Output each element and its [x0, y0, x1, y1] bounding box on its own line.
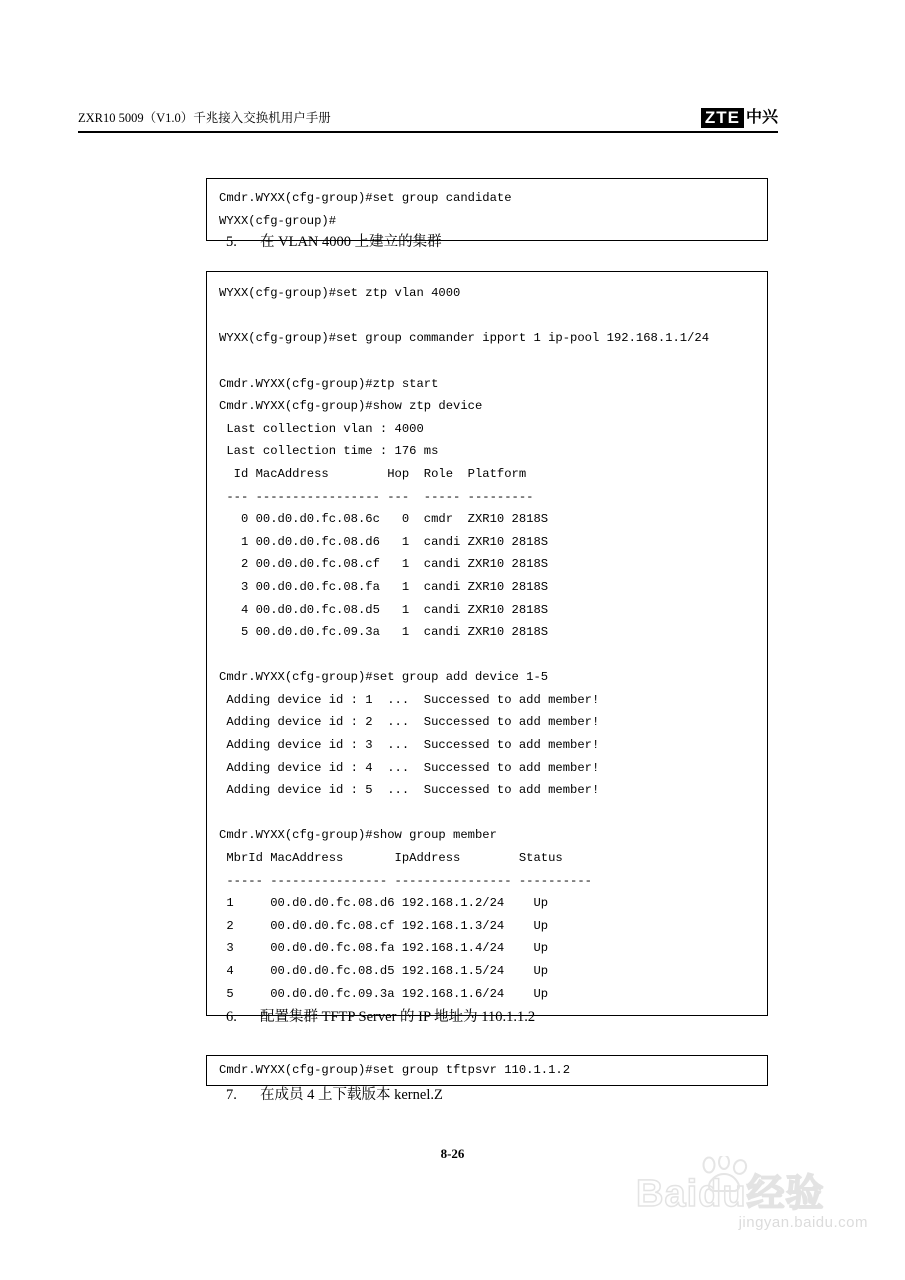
logo-chinese-text: 中兴 [745, 109, 778, 126]
header-divider [78, 131, 778, 133]
step-6-text: 配置集群 TFTP Server 的 IP 地址为 110.1.1.2 [260, 1009, 536, 1025]
zte-logo [701, 108, 778, 129]
step-7-number: 7. [226, 1087, 237, 1103]
step-7-text: 在成员 4 上下载版本 kernel.Z [260, 1087, 443, 1103]
watermark [636, 1172, 882, 1252]
watermark-url: jingyan.baidu.com [738, 1214, 868, 1231]
page-title: ZXR10 5009（V1.0）千兆接入交换机用户手册 [78, 111, 331, 125]
step-6-number: 6. [226, 1009, 237, 1025]
code-block-ztp-cluster: WYXX(cfg-group)#set ztp vlan 4000 WYXX(cfg-group)#set group commander ipport 1 ip-pool 192.168.1.1/24 Cmdr.WYXX(cfg-group)#ztp start Cmdr.WYXX(cfg-group)#show ztp device Last collection vlan : 4000 Last collection time : 176 ms Id MacAddress Hop Role Platform --- ----------------- --- ----- --------- 0 00.d0.d0.fc.08.6c 0 cmdr ZXR10 2818S 1 00.d0.d0.fc.08.d6 1 candi ZXR10 2818S 2 00.d0.d0.fc.08.cf 1 candi ZXR10 2818S 3 00.d0.d0.fc.08.fa 1 candi ZXR10 2818S 4 00.d0.d0.fc.08.d5 1 candi ZXR10 2818S 5 00.d0.d0.fc.09.3a 1 candi ZXR10 2818S Cmdr.WYXX(cfg-group)#set group add device 1-5 Adding device id : 1 ... Successed to add member! Adding device id : 2 ... Successed to add member! Adding device id : 3 ... Successed to add member! Adding device id : 4 ... Successed to add member! Adding device id : 5 ... Successed to add member! Cmdr.WYXX(cfg-group)#show group member MbrId MacAddress IpAddress Status ----- ---------------- ---------------- ---------- 1 00.d0.d0.fc.08.d6 192.168.1.2/24 Up 2 00.d0.d0.fc.08.cf 192.168.1.3/24 Up 3 00.d0.d0.fc.08.fa 192.168.1.4/24 Up 4 00.d0.d0.fc.08.d5 192.168.1.5/24 Up 5 00.d0.d0.fc.09.3a 192.168.1.6/24 Up [206, 271, 768, 1016]
baidu-paw-icon [700, 1156, 752, 1196]
step-7 [226, 1083, 443, 1104]
step-5-number: 5. [226, 234, 237, 250]
step-6 [226, 1005, 535, 1026]
step-5-text: 在 VLAN 4000 上建立的集群 [260, 234, 442, 250]
page-header [78, 108, 778, 129]
code-block-tftp-server: Cmdr.WYXX(cfg-group)#set group tftpsvr 110.1.1.2 [206, 1055, 768, 1086]
logo-zte-text: ZTE [701, 108, 744, 128]
step-5 [226, 230, 442, 251]
code-block-candidate: Cmdr.WYXX(cfg-group)#set group candidate WYXX(cfg-group)# [206, 178, 768, 241]
page-number: 8-26 [440, 1146, 465, 1161]
watermark-brand: Baidu经验 [636, 1173, 825, 1215]
